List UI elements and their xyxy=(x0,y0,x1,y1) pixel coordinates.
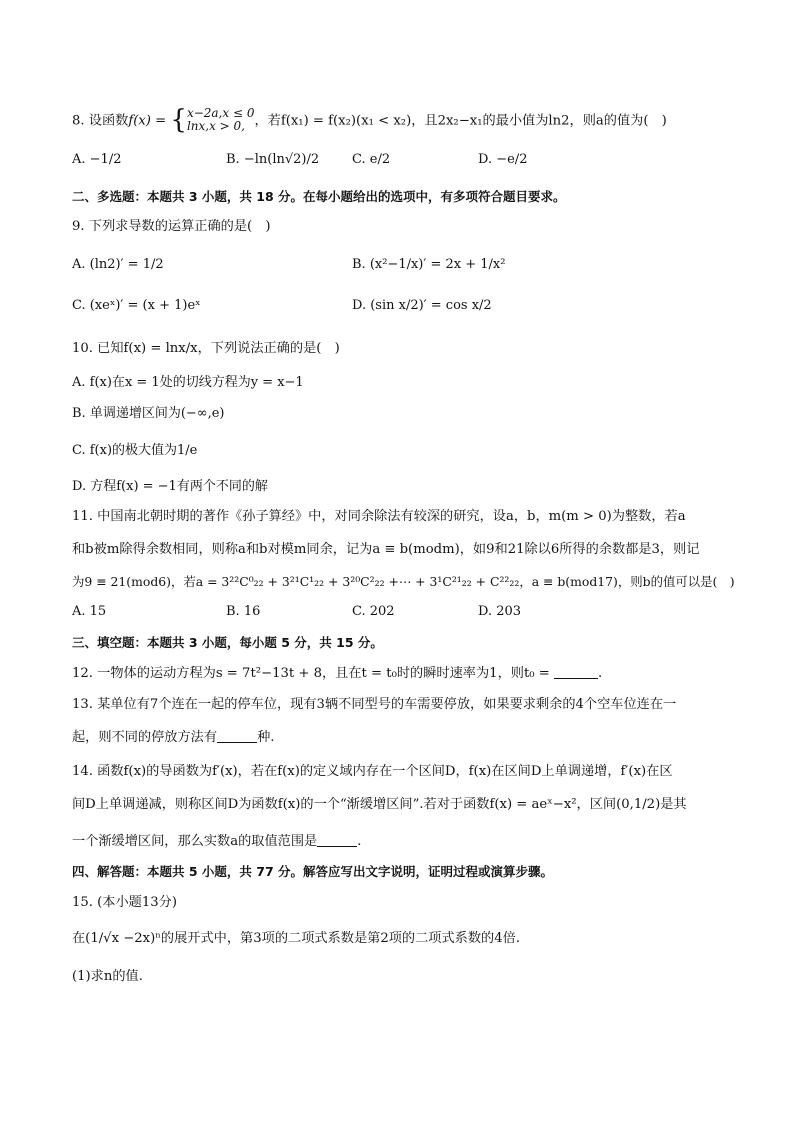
q9-option-a[interactable]: A. (ln2)′ = 1/2 xyxy=(72,257,164,272)
q12-answer-blank[interactable] xyxy=(554,664,598,679)
q14-line1: 14. 函数f(x)的导函数为f′(x)，若在f(x)的定义域内存在一个区间D，f(x)在区间D上单调递增，f′(x)在区 xyxy=(72,764,673,779)
q13-end: 种. xyxy=(257,730,275,745)
q15-line2: (1)求n的值. xyxy=(72,969,143,984)
q12-stem xyxy=(72,664,602,683)
q14-line3 xyxy=(72,832,361,851)
q8-piecewise: {x−2a,x ≤ 0 lnx,x > 0, xyxy=(170,105,255,135)
q9-option-b[interactable]: B. (x²−1/x)′ = 2x + 1/x² xyxy=(352,257,506,272)
section3-heading: 三、填空题：本题共 3 小题，每小题 5 分，共 15 分。 xyxy=(72,635,383,650)
q11-line1: 11. 中国南北朝时期的著作《孙子算经》中，对同余除法有较深的研究，设a，b，m(m > 0)为整数，若a xyxy=(72,509,686,524)
q9-stem: 9. 下列求导数的运算正确的是( ) xyxy=(72,219,271,234)
q8-option-a[interactable]: A. −1/2 xyxy=(72,152,122,167)
q13-line2 xyxy=(72,728,274,747)
q9-option-d[interactable]: D. (sin x/2)′ = cos x/2 xyxy=(352,298,492,313)
q14-answer-blank[interactable] xyxy=(317,832,357,847)
q8-stem-pre: 8. 设函数 xyxy=(72,113,129,129)
q11-option-b[interactable]: B. 16 xyxy=(226,604,261,619)
q14-line2: 间D上单调递减，则称区间D为函数f(x)的一个“渐缓增区间”.若对于函数f(x) = aeˣ−x²，区间(0,1/2)是其 xyxy=(72,797,687,812)
q13-answer-blank[interactable] xyxy=(217,728,257,743)
q8-stem-post: ，若f(x₁) = f(x₂)(x₁ < x₂)，且2x₂−x₁的最小值为ln2，则a的值为( ) xyxy=(254,113,667,129)
q10-option-d[interactable]: D. 方程f(x) = −1有两个不同的解 xyxy=(72,479,268,494)
q14-end: . xyxy=(357,834,362,849)
q10-stem: 10. 已知f(x) = lnx/x，下列说法正确的是( ) xyxy=(72,341,340,356)
section2-heading: 二、多选题：本题共 3 小题，共 18 分。在每小题给出的选项中，有多项符合题目要求。 xyxy=(72,189,566,204)
q15-line1: 在(1/√x −2x)ⁿ的展开式中，第3项的二项式系数是第2项的二项式系数的4倍. xyxy=(72,931,520,946)
q9-option-c[interactable]: C. (xeˣ)′ = (x + 1)eˣ xyxy=(72,298,201,313)
q13-line1: 13. 某单位有7个连在一起的停车位，现有3辆不同型号的车需要停放，如果要求剩余的4个空车位连在一 xyxy=(72,697,677,712)
q12-text: 12. 一物体的运动方程为s = 7t²−13t + 8，且在t = t₀时的瞬时速率为1，则t₀ = xyxy=(72,666,554,681)
q10-option-b[interactable]: B. 单调递增区间为(−∞,e) xyxy=(72,406,225,421)
q10-option-c[interactable]: C. f(x)的极大值为1/e xyxy=(72,443,198,458)
q15-title: 15. (本小题13分) xyxy=(72,895,177,910)
q11-option-a[interactable]: A. 15 xyxy=(72,604,107,619)
q11-option-c[interactable]: C. 202 xyxy=(352,604,395,619)
q8-option-b[interactable]: B. −ln(ln√2)/2 xyxy=(226,152,320,167)
q11-line3: 为9 ≡ 21(mod6)，若a = 3²²C⁰₂₂ + 3²¹C¹₂₂ + 3²⁰C²₂₂ +⋯ + 3¹C²¹₂₂ + C²²₂₂，a ≡ b(mod17)，则b的值可以是( ) xyxy=(72,574,735,589)
q8-stem xyxy=(72,105,667,135)
q11-line2: 和b被m除得余数相同，则称a和b对模m同余，记为a ≡ b(modm)，如9和21除以6所得的余数都是3，则记 xyxy=(72,542,700,557)
section4-heading: 四、解答题：本题共 5 小题，共 77 分。解答应写出文字说明，证明过程或演算步骤。 xyxy=(72,864,554,879)
q11-option-d[interactable]: D. 203 xyxy=(478,604,522,619)
q12-end: . xyxy=(597,666,603,681)
q8-option-d[interactable]: D. −e/2 xyxy=(478,152,528,167)
q8-piece1: x−2a,x ≤ 0 xyxy=(186,106,255,120)
q8-option-c[interactable]: C. e/2 xyxy=(352,152,391,167)
q10-option-a[interactable]: A. f(x)在x = 1处的切线方程为y = x−1 xyxy=(72,375,304,390)
q8-piece2: lnx,x > 0, xyxy=(186,119,245,133)
q13-text: 起，则不同的停放方法有 xyxy=(72,730,218,745)
q8-fx: f(x) = xyxy=(128,113,171,129)
q14-text: 一个渐缓增区间，那么实数a的取值范围是 xyxy=(72,834,318,849)
